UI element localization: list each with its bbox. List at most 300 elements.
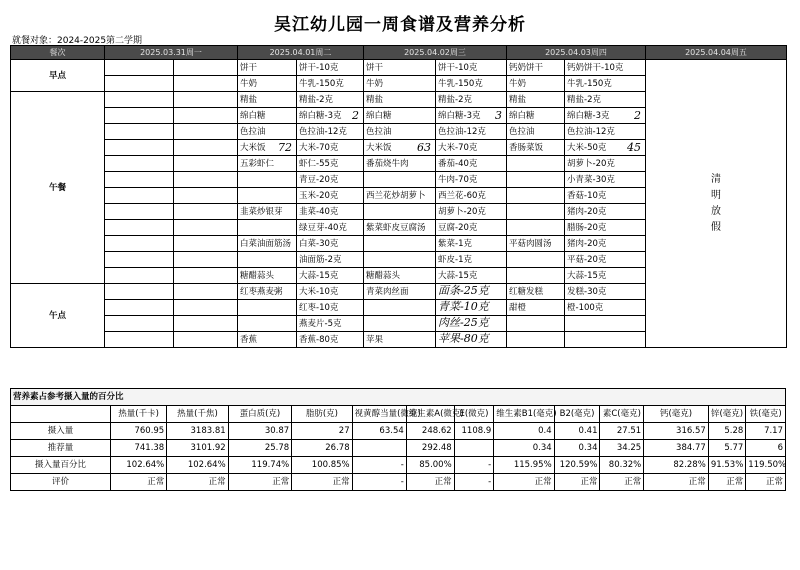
menu-cell-text: 紫菜-1克 [438, 238, 472, 249]
nutrition-value: 248.62 [406, 423, 454, 440]
friday-holiday-cell [646, 60, 787, 348]
menu-cell [507, 300, 565, 316]
menu-cell [105, 204, 174, 220]
nutrition-value: - [454, 474, 494, 491]
header-day-thu: 2025.04.03周四 [507, 46, 646, 60]
menu-cell-text: 平菇肉圆汤 [509, 238, 552, 249]
menu-cell [174, 316, 238, 332]
menu-cell [238, 92, 297, 108]
menu-cell [297, 204, 364, 220]
menu-cell-text: 番茄烧牛肉 [366, 158, 409, 169]
menu-cell-text: 红糖发糕 [509, 286, 544, 297]
menu-cell-text: 胡萝卜-20克 [438, 206, 486, 217]
menu-cell [507, 60, 565, 76]
menu-cell [105, 252, 174, 268]
menu-cell-text: 平菇-20克 [567, 254, 607, 265]
menu-cell-text: 绵白糖 [509, 110, 535, 121]
menu-cell-text: 绵白糖-3克 [299, 110, 342, 121]
menu-cell [174, 124, 238, 140]
menu-cell [507, 108, 565, 124]
nutrition-row [11, 440, 786, 457]
handwritten-note: 肉丝-25克 [438, 316, 489, 329]
nutrition-value: 正常 [600, 474, 644, 491]
menu-cell-text: 色拉油-12克 [567, 126, 615, 137]
menu-cell-text: 香肠菜饭 [509, 142, 544, 153]
menu-cell-text: 饼干-10克 [299, 62, 339, 73]
nutrition-value: - [454, 457, 494, 474]
menu-cell [436, 300, 507, 316]
menu-cell-text: 五彩虾仁 [240, 158, 275, 169]
header-day-mon: 2025.03.31周一 [105, 46, 238, 60]
nutrition-section-title: 营养素占参考摄入量的百分比 [11, 389, 786, 406]
menu-cell-text: 白菜-30克 [299, 238, 339, 249]
nutrition-value: 1108.9 [454, 423, 494, 440]
menu-cell [565, 332, 646, 348]
menu-cell [297, 316, 364, 332]
menu-cell [507, 332, 565, 348]
menu-cell [297, 236, 364, 252]
menu-cell [565, 316, 646, 332]
menu-cell-text: 精盐-2克 [438, 94, 472, 105]
menu-cell [238, 284, 297, 300]
holiday-text: 清明放假 [711, 173, 721, 233]
menu-cell [238, 332, 297, 348]
menu-cell [565, 60, 646, 76]
menu-cell [565, 220, 646, 236]
menu-cell [238, 204, 297, 220]
menu-cell [297, 252, 364, 268]
nutrition-value: 26.78 [292, 440, 352, 457]
menu-cell [174, 220, 238, 236]
menu-cell-text: 绵白糖 [240, 110, 266, 121]
menu-cell-text: 西兰花-60克 [438, 190, 486, 201]
menu-cell [507, 268, 565, 284]
page-title: 吴江幼儿园一周食谱及营养分析 [274, 15, 526, 35]
menu-cell [105, 92, 174, 108]
nutrition-value: 741.38 [110, 440, 166, 457]
menu-cell [174, 140, 238, 156]
menu-cell-text: 燕麦片-5克 [299, 318, 342, 329]
nutrition-value: 102.64% [167, 457, 228, 474]
menu-cell-text: 饼干 [366, 62, 384, 73]
menu-cell-text: 钙奶饼干-10克 [567, 62, 624, 73]
menu-cell-text: 色拉油 [366, 126, 392, 137]
menu-cell-text: 胡萝卜-20克 [567, 158, 615, 169]
menu-cell-text: 饼干-10克 [438, 62, 478, 73]
nutrition-row-label: 摄入量 [11, 423, 111, 440]
menu-cell [238, 300, 297, 316]
menu-cell [436, 172, 507, 188]
nutrition-header: B2(毫克) [554, 406, 600, 423]
menu-cell [507, 172, 565, 188]
menu-cell-text: 甜橙 [509, 302, 527, 313]
menu-cell-text: 精盐 [366, 94, 384, 105]
nutrition-value: 正常 [110, 474, 166, 491]
menu-cell [364, 236, 436, 252]
nutrition-value: 760.95 [110, 423, 166, 440]
menu-cell-text: 香蕉 [240, 334, 258, 345]
menu-cell [238, 316, 297, 332]
menu-cell-text: 大米饭 [366, 142, 392, 153]
menu-cell-text: 青豆-20克 [299, 174, 339, 185]
nutrition-header: 热量(千卡) [110, 406, 166, 423]
menu-cell-text: 钙奶饼干 [509, 62, 544, 73]
menu-cell [436, 220, 507, 236]
menu-cell [436, 108, 507, 124]
menu-cell [297, 220, 364, 236]
menu-cell [297, 300, 364, 316]
nutrition-header: E(微克) [454, 406, 494, 423]
menu-cell [436, 284, 507, 300]
menu-cell [238, 252, 297, 268]
menu-cell [238, 172, 297, 188]
menu-cell-text: 绵白糖-3克 [567, 110, 610, 121]
nutrition-header: 素C(毫克) [600, 406, 644, 423]
menu-cell-text: 虾仁-55克 [299, 158, 339, 169]
menu-cell [436, 204, 507, 220]
menu-cell [436, 188, 507, 204]
nutrition-value: 34.25 [600, 440, 644, 457]
nutrition-header: 热量(千焦) [167, 406, 228, 423]
menu-cell-text: 大米-50克 [567, 142, 607, 153]
header-day-tue: 2025.04.01周二 [238, 46, 364, 60]
menu-cell [297, 108, 364, 124]
menu-cell-text: 色拉油 [240, 126, 266, 137]
nutrition-value: - [352, 474, 406, 491]
menu-cell [364, 92, 436, 108]
nutrition-row-label: 摄入量百分比 [11, 457, 111, 474]
nutrition-header: 铁(毫克) [746, 406, 786, 423]
menu-cell-text: 牛肉-70克 [438, 174, 478, 185]
menu-cell [105, 124, 174, 140]
menu-cell-text: 豆腐-20克 [438, 222, 478, 233]
nutrition-value: 正常 [708, 474, 745, 491]
menu-cell [105, 284, 174, 300]
nutrition-value: 5.28 [708, 423, 745, 440]
menu-cell [436, 60, 507, 76]
menu-cell [565, 108, 646, 124]
menu-cell-text: 糖醋蒜头 [366, 270, 401, 281]
menu-cell [436, 236, 507, 252]
menu-cell [238, 140, 297, 156]
menu-cell [364, 220, 436, 236]
menu-cell-text: 牛乳-150克 [438, 78, 483, 89]
nutrition-value: 292.48 [406, 440, 454, 457]
menu-cell [565, 156, 646, 172]
menu-cell-text: 精盐 [240, 94, 258, 105]
nutrition-value: 0.34 [554, 440, 600, 457]
nutrition-value: 正常 [167, 474, 228, 491]
nutrition-value: 120.59% [554, 457, 600, 474]
nutrition-value: 3101.92 [167, 440, 228, 457]
menu-cell [565, 124, 646, 140]
menu-cell-text: 大米饭 [240, 142, 266, 153]
nutrition-value: 5.77 [708, 440, 745, 457]
menu-cell [297, 124, 364, 140]
menu-cell [507, 124, 565, 140]
menu-cell [565, 300, 646, 316]
menu-cell [174, 252, 238, 268]
nutrition-value: - [352, 457, 406, 474]
menu-cell [507, 204, 565, 220]
nutrition-row [11, 474, 786, 491]
nutrition-header: 脂肪(克) [292, 406, 352, 423]
nutrition-value: 100.85% [292, 457, 352, 474]
menu-cell-text: 色拉油-12克 [299, 126, 347, 137]
menu-cell-text: 大蒜-15克 [438, 270, 478, 281]
menu-header-row [11, 46, 787, 60]
menu-cell [238, 188, 297, 204]
header-day-wed: 2025.04.02周三 [364, 46, 507, 60]
menu-cell [364, 268, 436, 284]
handwritten-quantity: 2 [634, 108, 641, 122]
menu-cell [238, 236, 297, 252]
menu-row [11, 60, 787, 76]
nutrition-value: 正常 [746, 474, 786, 491]
menu-cell-text: 牛奶 [240, 78, 258, 89]
menu-cell [174, 172, 238, 188]
nutrition-value [454, 440, 494, 457]
menu-cell [565, 140, 646, 156]
meal-snack: 午点 [11, 284, 105, 348]
menu-cell [174, 188, 238, 204]
handwritten-quantity: 63 [417, 140, 431, 154]
menu-cell [565, 284, 646, 300]
menu-cell [297, 156, 364, 172]
menu-cell [436, 76, 507, 92]
menu-cell [364, 108, 436, 124]
menu-cell [238, 76, 297, 92]
handwritten-quantity: 45 [627, 140, 641, 154]
menu-cell-text: 虾皮-1克 [438, 254, 472, 265]
menu-cell-text: 大蒜-15克 [299, 270, 339, 281]
menu-cell [105, 188, 174, 204]
menu-cell-text: 红枣燕麦粥 [240, 286, 283, 297]
menu-cell-text: 绵白糖 [366, 110, 392, 121]
menu-cell-text: 精盐-2克 [299, 94, 333, 105]
menu-cell [364, 300, 436, 316]
menu-cell [507, 140, 565, 156]
nutrition-value: 25.78 [228, 440, 292, 457]
menu-cell [364, 252, 436, 268]
menu-cell-text: 发糕-30克 [567, 286, 607, 297]
menu-cell [507, 92, 565, 108]
handwritten-note: 青菜-10克 [438, 300, 489, 313]
menu-cell [565, 252, 646, 268]
nutrition-value: 27 [292, 423, 352, 440]
menu-cell-text: 猪肉-20克 [567, 238, 607, 249]
menu-cell [105, 332, 174, 348]
nutrition-value: 27.51 [600, 423, 644, 440]
menu-cell [297, 332, 364, 348]
menu-cell [565, 236, 646, 252]
menu-cell [297, 92, 364, 108]
handwritten-quantity: 72 [278, 140, 292, 154]
menu-cell-text: 白菜油面筋汤 [240, 238, 292, 249]
menu-cell [436, 140, 507, 156]
menu-cell [565, 268, 646, 284]
menu-cell [238, 268, 297, 284]
menu-cell-text: 牛乳-150克 [299, 78, 344, 89]
menu-cell [238, 60, 297, 76]
menu-cell-text: 色拉油-12克 [438, 126, 486, 137]
nutrition-value: 91.53% [708, 457, 745, 474]
menu-cell [364, 172, 436, 188]
menu-cell [297, 268, 364, 284]
nutrition-header: 蛋白质(克) [228, 406, 292, 423]
menu-cell [105, 316, 174, 332]
nutrition-value: 正常 [228, 474, 292, 491]
menu-cell-text: 牛奶 [366, 78, 384, 89]
menu-cell [297, 188, 364, 204]
menu-cell-text: 绵白糖-3克 [438, 110, 481, 121]
nutrition-value: 30.87 [228, 423, 292, 440]
menu-cell [174, 284, 238, 300]
nutrition-header: 钙(毫克) [644, 406, 709, 423]
dining-target-label: 就餐对象：2024-2025第二学期 [12, 36, 143, 46]
menu-cell [174, 108, 238, 124]
menu-cell [297, 284, 364, 300]
nutrition-table [10, 388, 786, 491]
nutrition-value: 85.00% [406, 457, 454, 474]
menu-cell-text: 大米-70克 [438, 142, 478, 153]
menu-cell-text: 苹果 [366, 334, 384, 345]
menu-cell [436, 92, 507, 108]
menu-cell-text: 大米-70克 [299, 142, 339, 153]
menu-cell-text: 红枣-10克 [299, 302, 339, 313]
nutrition-header: 视黄醇当量(微克) [352, 406, 406, 423]
nutrition-value: 80.32% [600, 457, 644, 474]
menu-cell [364, 60, 436, 76]
nutrition-value: 正常 [406, 474, 454, 491]
nutrition-value: 102.64% [110, 457, 166, 474]
menu-cell [364, 140, 436, 156]
nutrition-value: 6 [746, 440, 786, 457]
nutrition-value: 正常 [494, 474, 554, 491]
menu-cell [297, 172, 364, 188]
nutrition-value: 384.77 [644, 440, 709, 457]
menu-cell-text: 色拉油 [509, 126, 535, 137]
nutrition-row [11, 457, 786, 474]
header-day-fri: 2025.04.04周五 [646, 46, 787, 60]
menu-cell [507, 188, 565, 204]
menu-cell-text: 精盐-2克 [567, 94, 601, 105]
menu-cell-text: 玉米-20克 [299, 190, 339, 201]
menu-cell-text: 小青菜-30克 [567, 174, 615, 185]
nutrition-header-row [11, 406, 786, 423]
nutrition-value: 119.50% [746, 457, 786, 474]
menu-cell [364, 316, 436, 332]
menu-cell [436, 316, 507, 332]
header-meal: 餐次 [11, 46, 105, 60]
menu-cell-text: 饼干 [240, 62, 258, 73]
nutrition-header: 维生素A(微克) [406, 406, 454, 423]
menu-cell-text: 紫菜虾皮豆腐汤 [366, 222, 426, 233]
nutrition-header: 维生素B1(毫克) [494, 406, 554, 423]
menu-cell-text: 西兰花炒胡萝卜 [366, 190, 426, 201]
nutrition-value: 82.28% [644, 457, 709, 474]
nutrition-value: 316.57 [644, 423, 709, 440]
nutrition-row-label: 推荐量 [11, 440, 111, 457]
menu-cell [565, 76, 646, 92]
menu-cell-text: 精盐 [509, 94, 527, 105]
menu-cell [436, 124, 507, 140]
menu-cell-text: 香蕉-80克 [299, 334, 339, 345]
menu-cell [436, 332, 507, 348]
nutrition-header [11, 406, 111, 423]
menu-cell [436, 252, 507, 268]
nutrition-value: 119.74% [228, 457, 292, 474]
menu-cell [297, 60, 364, 76]
menu-cell [105, 76, 174, 92]
menu-cell-text: 腊肠-20克 [567, 222, 607, 233]
menu-cell [105, 60, 174, 76]
menu-cell [507, 316, 565, 332]
nutrition-value: 115.95% [494, 457, 554, 474]
menu-cell-text: 绿豆芽-40克 [299, 222, 347, 233]
menu-cell [174, 204, 238, 220]
menu-cell [105, 108, 174, 124]
menu-cell [364, 284, 436, 300]
nutrition-value: 0.4 [494, 423, 554, 440]
menu-cell [565, 204, 646, 220]
nutrition-row [11, 423, 786, 440]
nutrition-value: 3183.81 [167, 423, 228, 440]
nutrition-value: 正常 [554, 474, 600, 491]
menu-cell [238, 124, 297, 140]
menu-cell-text: 橙-100克 [567, 302, 604, 313]
menu-cell-text: 香菇-10克 [567, 190, 607, 201]
nutrition-value: 0.34 [494, 440, 554, 457]
handwritten-note: 面条-25克 [438, 284, 489, 297]
menu-cell [364, 76, 436, 92]
menu-cell [238, 156, 297, 172]
menu-cell [507, 236, 565, 252]
menu-cell [174, 236, 238, 252]
menu-cell [565, 188, 646, 204]
menu-cell [105, 300, 174, 316]
meal-breakfast: 早点 [11, 60, 105, 92]
menu-cell [565, 172, 646, 188]
menu-cell [364, 156, 436, 172]
menu-cell-text: 大米-10克 [299, 286, 339, 297]
nutrition-header: 锌(毫克) [708, 406, 745, 423]
menu-cell [238, 108, 297, 124]
menu-cell-text: 牛乳-150克 [567, 78, 612, 89]
menu-cell [105, 172, 174, 188]
menu-cell [105, 220, 174, 236]
menu-cell [105, 156, 174, 172]
handwritten-note: 苹果-80克 [438, 332, 489, 345]
handwritten-quantity: 3 [495, 108, 502, 122]
menu-cell-text: 韭菜-40克 [299, 206, 339, 217]
menu-cell-text: 油面筋-2克 [299, 254, 342, 265]
menu-cell-text: 韭菜炒银芽 [240, 206, 283, 217]
menu-cell [565, 92, 646, 108]
menu-cell [364, 188, 436, 204]
nutrition-row-label: 评价 [11, 474, 111, 491]
menu-cell-text: 青菜肉丝面 [366, 286, 409, 297]
nutrition-value: 0.41 [554, 423, 600, 440]
menu-cell [105, 140, 174, 156]
menu-cell [507, 284, 565, 300]
menu-cell-text: 猪肉-20克 [567, 206, 607, 217]
menu-cell [507, 252, 565, 268]
menu-cell [174, 332, 238, 348]
nutrition-value: 正常 [644, 474, 709, 491]
menu-cell [507, 156, 565, 172]
menu-cell [297, 76, 364, 92]
